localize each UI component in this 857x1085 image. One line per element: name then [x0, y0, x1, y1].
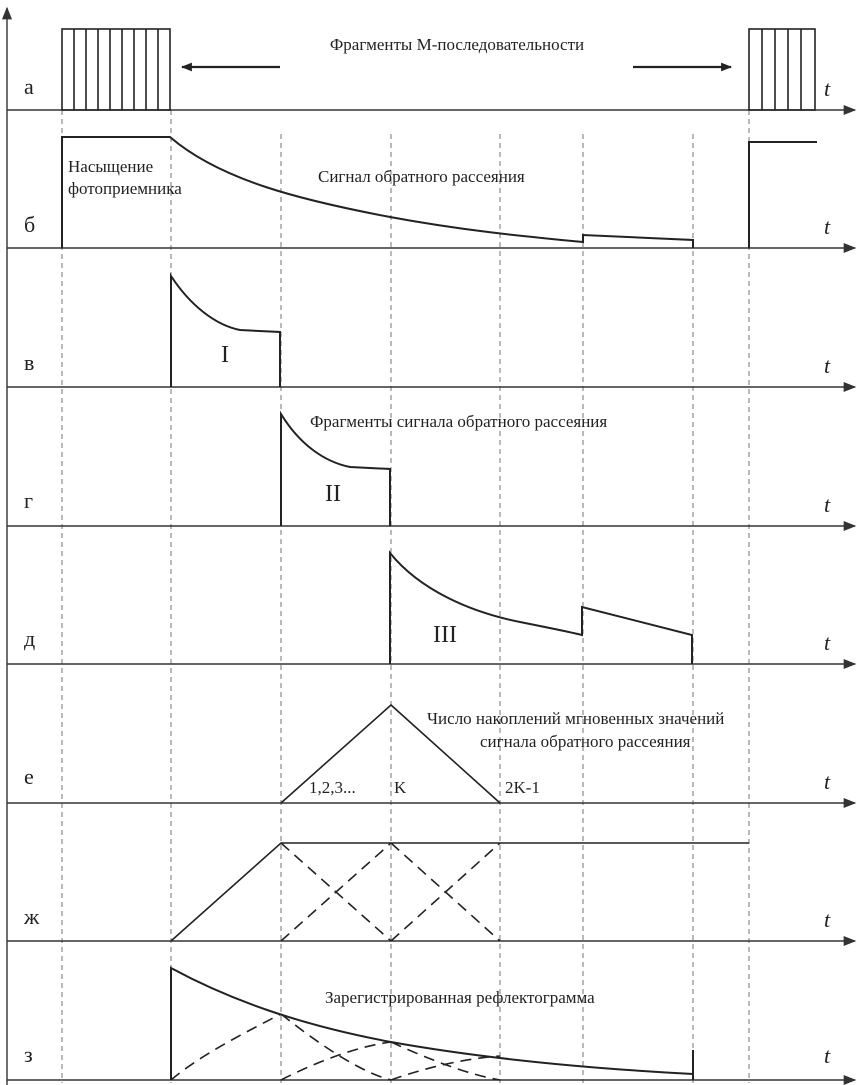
t-labels	[824, 76, 831, 1068]
t-label: t	[824, 76, 831, 101]
t-label: t	[824, 769, 831, 794]
time-axes	[7, 110, 855, 1080]
row-v-fragment-1	[171, 276, 280, 387]
time-guides	[62, 110, 749, 1083]
row-g-fragment-2	[281, 412, 607, 526]
fragment-i-curve	[171, 276, 280, 387]
caption-saturation-2: фотоприемника	[68, 179, 182, 198]
t-label: t	[824, 353, 831, 378]
reflectogram-dashed	[281, 1014, 391, 1080]
weighting-envelope	[171, 843, 749, 941]
pulse-train-right	[749, 29, 815, 110]
caption-backscatter: Сигнал обратного рассеяния	[318, 167, 525, 186]
row-label-a: а	[24, 74, 34, 99]
row-e-accumulations	[281, 705, 724, 803]
row-label-v: в	[24, 350, 35, 375]
caption-m-sequence: Фрагменты М-последовательности	[329, 35, 585, 54]
reflectogram-curve	[171, 968, 693, 1080]
reflectogram-dashed	[391, 1042, 500, 1080]
caption-saturation-1: Насыщение	[68, 157, 154, 176]
caption-reflectogram: Зарегистрированная рефлектограмма	[325, 988, 595, 1007]
count-label-start: 1,2,3...	[309, 778, 356, 797]
t-label: t	[824, 907, 831, 932]
fragment-ii-label: II	[325, 481, 341, 507]
pulse-train-frame	[749, 29, 815, 110]
fragment-i-label: I	[221, 342, 229, 368]
count-label-end: 2K-1	[505, 778, 540, 797]
row-label-e: е	[24, 764, 34, 789]
row-zh-weighting	[171, 843, 749, 941]
reflectogram-dashed	[171, 1014, 281, 1080]
row-label-z: з	[24, 1042, 33, 1067]
row-label-g: г	[24, 488, 34, 513]
t-label: t	[824, 214, 831, 239]
backscatter-restart	[749, 142, 817, 248]
pulse-train-frame	[62, 29, 170, 110]
row-b-backscatter	[62, 137, 817, 248]
row-label-zh: ж	[24, 904, 40, 929]
row-z-reflectogram	[171, 968, 693, 1080]
row-labels	[23, 74, 40, 1067]
pulse-train-left	[62, 29, 170, 110]
row-label-d: д	[24, 626, 36, 651]
caption-accumulations-2: сигнала обратного рассеяния	[480, 732, 691, 751]
row-label-b: б	[24, 212, 36, 237]
t-label: t	[824, 1043, 831, 1068]
fragment-iii-label: III	[433, 622, 457, 648]
t-label: t	[824, 630, 831, 655]
count-label-peak: K	[394, 778, 407, 797]
row-a-m-sequence	[62, 29, 815, 110]
t-label: t	[824, 492, 831, 517]
row-d-fragment-3	[390, 553, 692, 664]
caption-accumulations-1: Число накоплений мгновенных значений	[427, 709, 725, 728]
caption-fragments: Фрагменты сигнала обратного рассеяния	[310, 412, 608, 431]
